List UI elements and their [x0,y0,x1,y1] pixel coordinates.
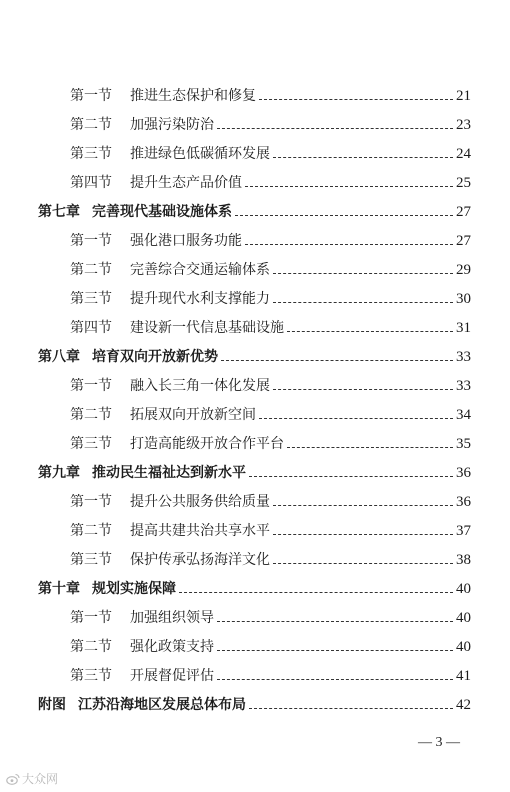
toc-leader [273,388,453,390]
toc-chapter-entry[interactable] [38,460,471,482]
toc-leader [217,649,453,651]
toc-leader [259,417,453,419]
toc-leader [217,678,453,680]
toc-leader [273,533,453,535]
toc-entry[interactable] [70,518,471,540]
toc-leader [235,214,453,216]
toc-page: 40 [456,639,471,655]
toc-page: 24 [456,146,471,162]
toc-entry[interactable] [70,112,471,134]
toc-title: 建设新一代信息基础设施 [130,320,284,336]
toc-title: 提升现代水利支撑能力 [130,291,270,307]
toc-page: 33 [456,378,471,394]
toc-number: 第二节 [70,407,112,423]
toc-page: 35 [456,436,471,452]
toc-number: 第四节 [70,320,112,336]
toc-page: 27 [456,233,471,249]
toc-entry[interactable] [70,141,471,163]
toc-entry[interactable] [70,402,471,424]
toc-chapter-entry[interactable] [38,692,471,714]
toc-number: 第三节 [70,436,112,452]
toc-number: 第二节 [70,523,112,539]
toc-leader [217,620,453,622]
toc-page: 23 [456,117,471,133]
toc-title: 提高共建共治共享水平 [130,523,270,539]
toc-entry[interactable] [70,286,471,308]
toc-entry[interactable] [70,83,471,105]
toc-title: 提升公共服务供给质量 [130,494,270,510]
toc-leader [273,504,453,506]
toc-leader [249,475,453,477]
toc-leader [217,127,453,129]
toc-leader [273,562,453,564]
toc-number: 第一节 [70,88,112,104]
toc-chapter-entry[interactable] [38,344,471,366]
toc-entry[interactable] [70,431,471,453]
toc-title: 江苏沿海地区发展总体布局 [78,697,246,713]
toc-title: 完善现代基础设施体系 [92,204,232,220]
toc-number: 第一节 [70,494,112,510]
toc-number: 第十章 [38,581,80,597]
toc-title: 保护传承弘扬海洋文化 [130,552,270,568]
toc-leader [273,156,453,158]
toc-page: 30 [456,291,471,307]
toc-number: 第二节 [70,262,112,278]
toc-page: 40 [456,581,471,597]
toc-page: 27 [456,204,471,220]
toc-entry[interactable] [70,663,471,685]
toc-page: 25 [456,175,471,191]
toc-page: 31 [456,320,471,336]
toc-title: 拓展双向开放新空间 [130,407,256,423]
toc-number: 第一节 [70,378,112,394]
toc-entry[interactable] [70,489,471,511]
toc-entry[interactable] [70,228,471,250]
toc-number: 第四节 [70,175,112,191]
toc-title: 强化港口服务功能 [130,233,242,249]
toc-entry[interactable] [70,634,471,656]
toc-page: 42 [456,697,471,713]
toc-entry[interactable] [70,257,471,279]
toc-page: 33 [456,349,471,365]
toc-page: 21 [456,88,471,104]
toc-entry[interactable] [70,605,471,627]
toc-number: 第三节 [70,291,112,307]
toc-page: 34 [456,407,471,423]
toc-title: 完善综合交通运输体系 [130,262,270,278]
toc-title: 规划实施保障 [92,581,176,597]
toc-number: 第二节 [70,117,112,133]
watermark [6,770,58,787]
toc-title: 提升生态产品价值 [130,175,242,191]
toc-leader [287,446,453,448]
weibo-icon [6,773,20,785]
toc-leader [287,330,453,332]
toc-title: 加强污染防治 [130,117,214,133]
toc-leader [249,707,453,709]
toc-number: 第二节 [70,639,112,655]
toc-chapter-entry[interactable] [38,199,471,221]
toc-page: 38 [456,552,471,568]
toc-title: 加强组织领导 [130,610,214,626]
toc-number: 第一节 [70,233,112,249]
toc-leader [245,185,453,187]
toc-number: 附图 [38,697,66,713]
toc-number: 第七章 [38,204,80,220]
toc-leader [273,272,453,274]
toc-title: 推动民生福祉达到新水平 [92,465,246,481]
toc-page: 36 [456,465,471,481]
toc-page: 36 [456,494,471,510]
toc-entry[interactable] [70,170,471,192]
toc-title: 开展督促评估 [130,668,214,684]
toc-leader [221,359,453,361]
toc-entry[interactable] [70,315,471,337]
toc-page: 41 [456,668,471,684]
toc-page: 40 [456,610,471,626]
toc-entry[interactable] [70,547,471,569]
toc-title: 推进生态保护和修复 [130,88,256,104]
toc-leader [245,243,453,245]
toc-leader [179,591,453,593]
toc-number: 第九章 [38,465,80,481]
toc-title: 融入长三角一体化发展 [130,378,270,394]
toc-number: 第一节 [70,610,112,626]
toc-title: 打造高能级开放合作平台 [130,436,284,452]
toc-number: 第三节 [70,552,112,568]
toc-chapter-entry[interactable] [38,576,471,598]
watermark-text: 大众网 [22,772,59,786]
toc-entry[interactable] [70,373,471,395]
toc-number: 第八章 [38,349,80,365]
page-number-footer: — 3 — [418,735,460,750]
toc-title: 培育双向开放新优势 [92,349,218,365]
toc-title: 推进绿色低碳循环发展 [130,146,270,162]
toc-page: 29 [456,262,471,278]
toc-leader [259,98,453,100]
toc-title: 强化政策支持 [130,639,214,655]
toc-leader [273,301,453,303]
toc-page: 37 [456,523,471,539]
toc-number: 第三节 [70,146,112,162]
toc-number: 第三节 [70,668,112,684]
